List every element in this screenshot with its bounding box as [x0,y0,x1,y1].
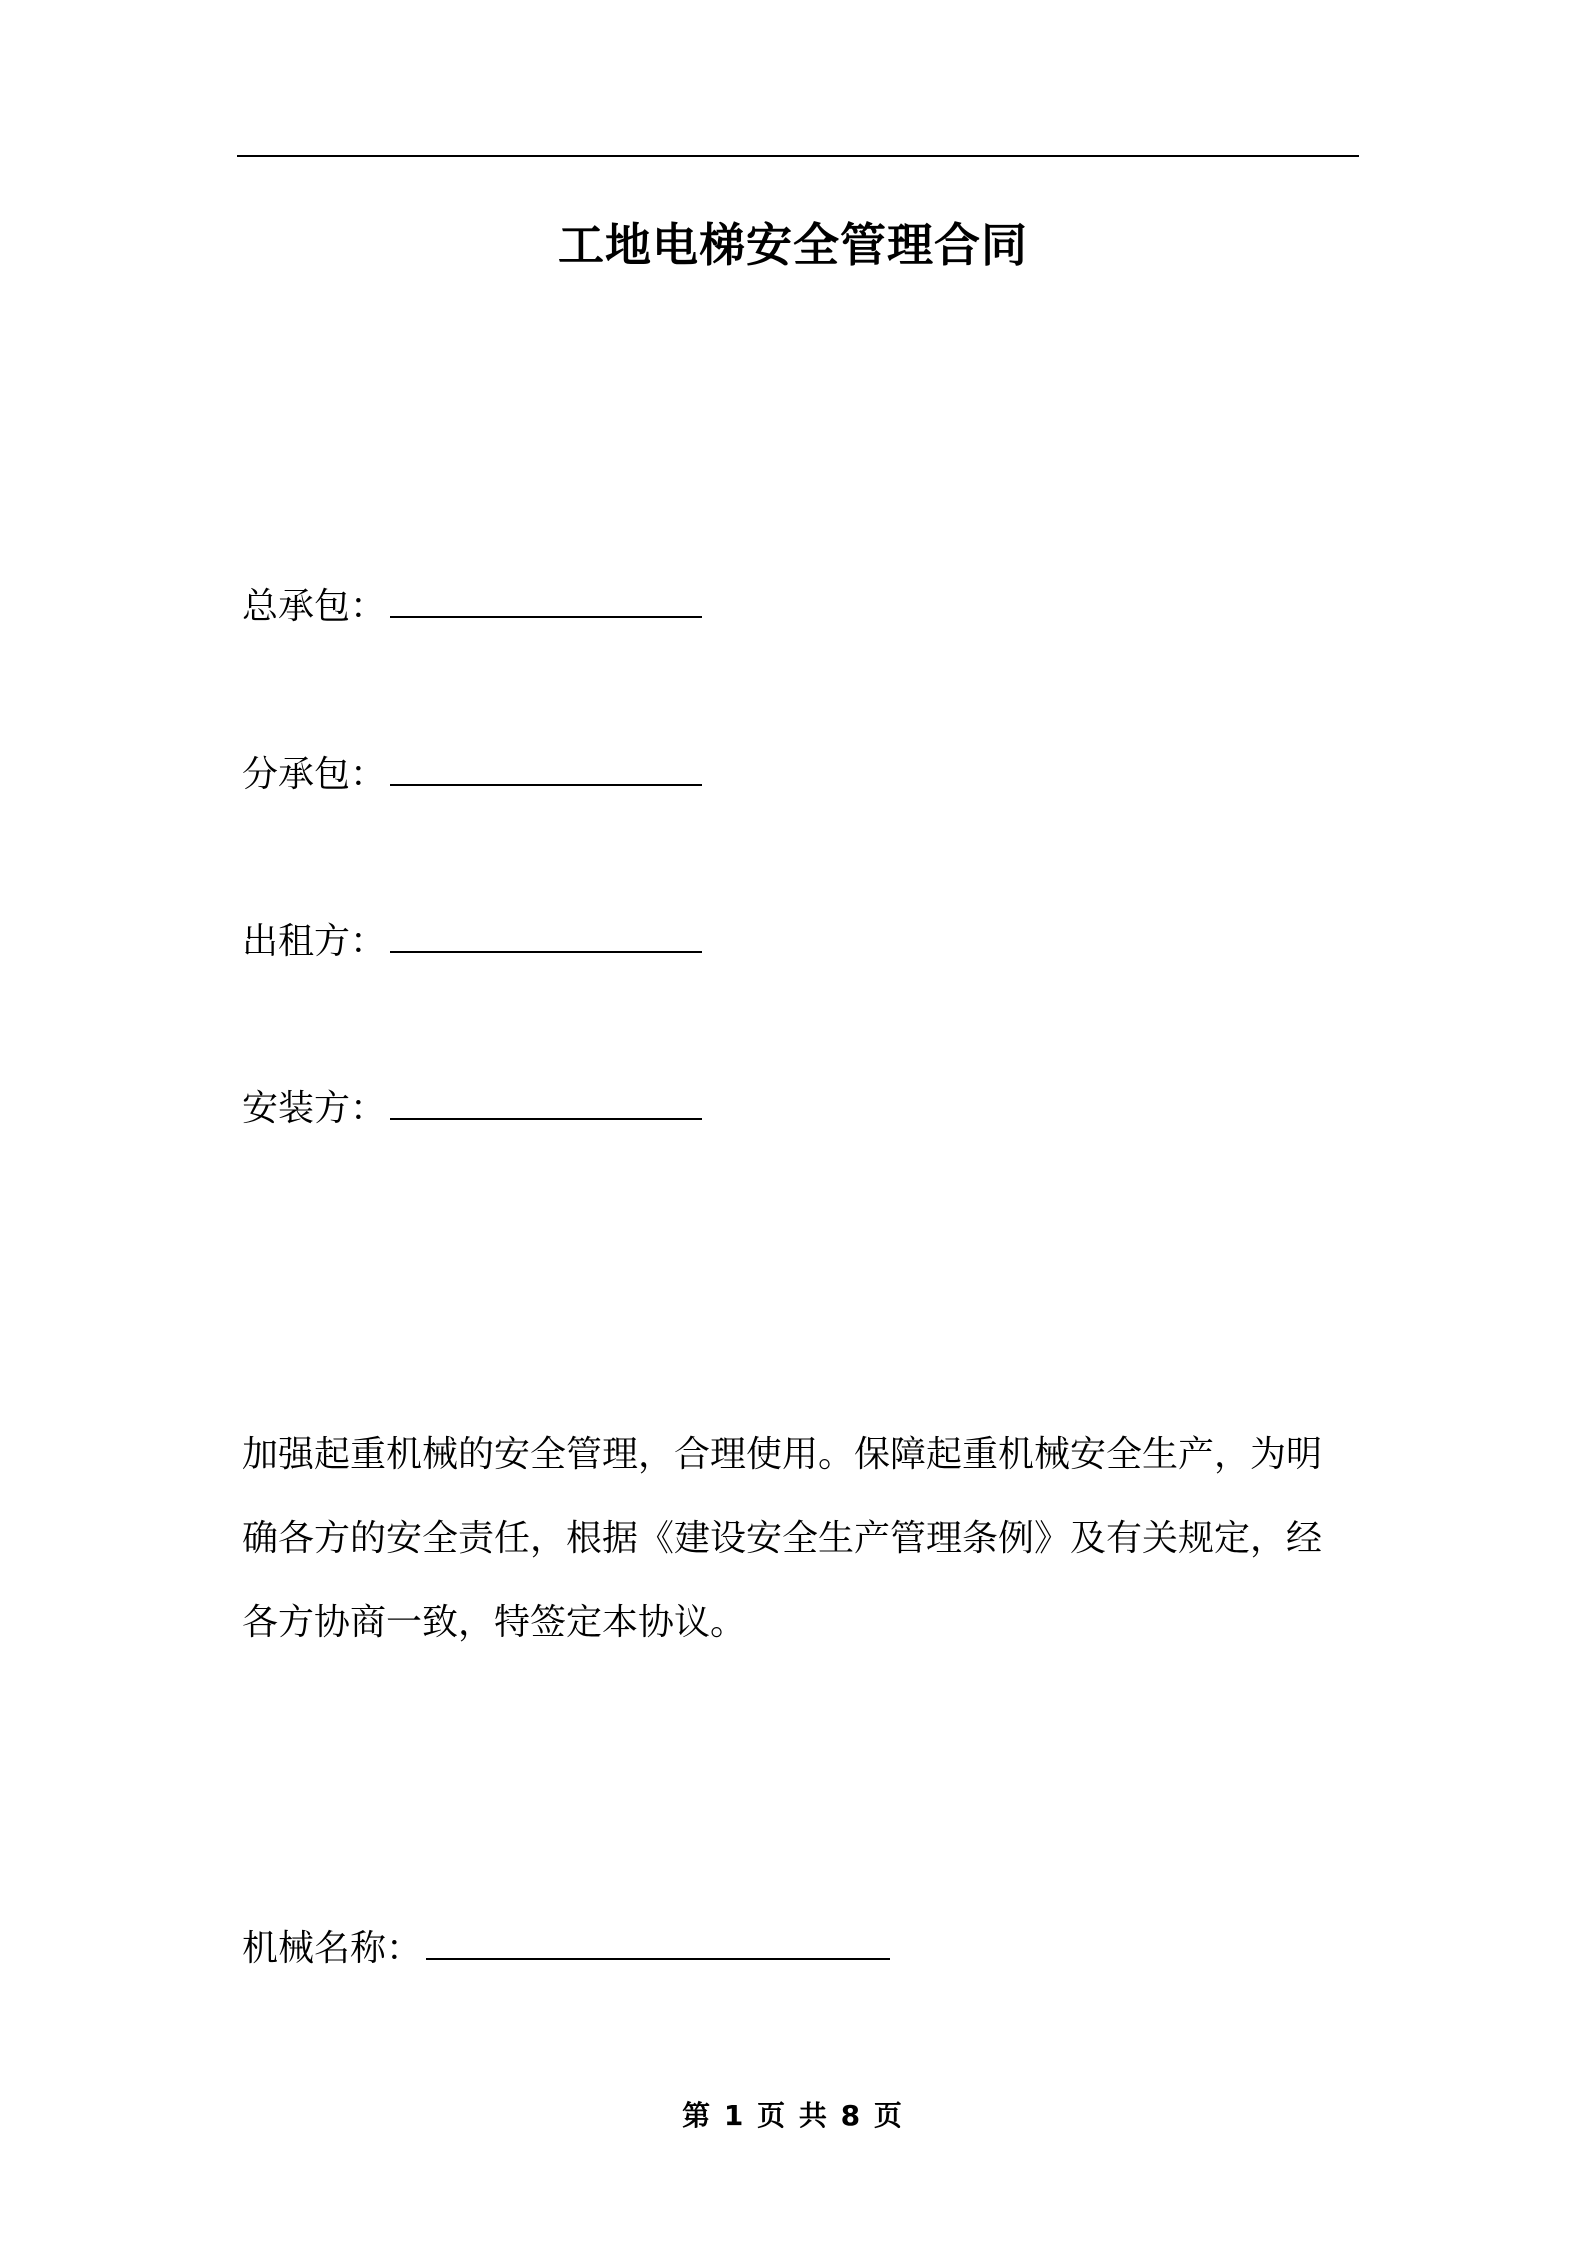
intro-paragraph [242,1413,1362,1665]
installer-label: 安装方： [242,1088,387,1129]
machine-name-field [242,1922,890,1974]
document-title: 工地电梯安全管理合同 [558,218,1028,272]
installer-blank[interactable] [390,1082,702,1120]
lessor-label: 出租方： [242,921,387,962]
subcontractor-label: 分承包： [242,754,387,795]
general-contractor-blank[interactable] [390,580,702,618]
intro-line: 各方协商一致，特签定本协议。 [242,1602,747,1643]
general-contractor-label: 总承包： [242,586,387,627]
intro-line: 加强起重机械的安全管理，合理使用。保障起重机械安全生产，为明 [242,1434,1323,1475]
intro-line: 确各方的安全责任，根据《建设安全生产管理条例》及有关规定，经 [242,1518,1323,1559]
installer-field [242,1082,702,1134]
machine-name-blank[interactable] [426,1922,890,1960]
lessor-blank[interactable] [390,915,702,953]
subcontractor-blank[interactable] [390,748,702,786]
header-divider [237,155,1359,157]
subcontractor-field [242,748,702,800]
page-number: 第 1 页 共 8 页 [682,2099,904,2132]
general-contractor-field [242,580,702,632]
machine-name-label: 机械名称： [242,1928,423,1969]
lessor-field [242,915,702,967]
